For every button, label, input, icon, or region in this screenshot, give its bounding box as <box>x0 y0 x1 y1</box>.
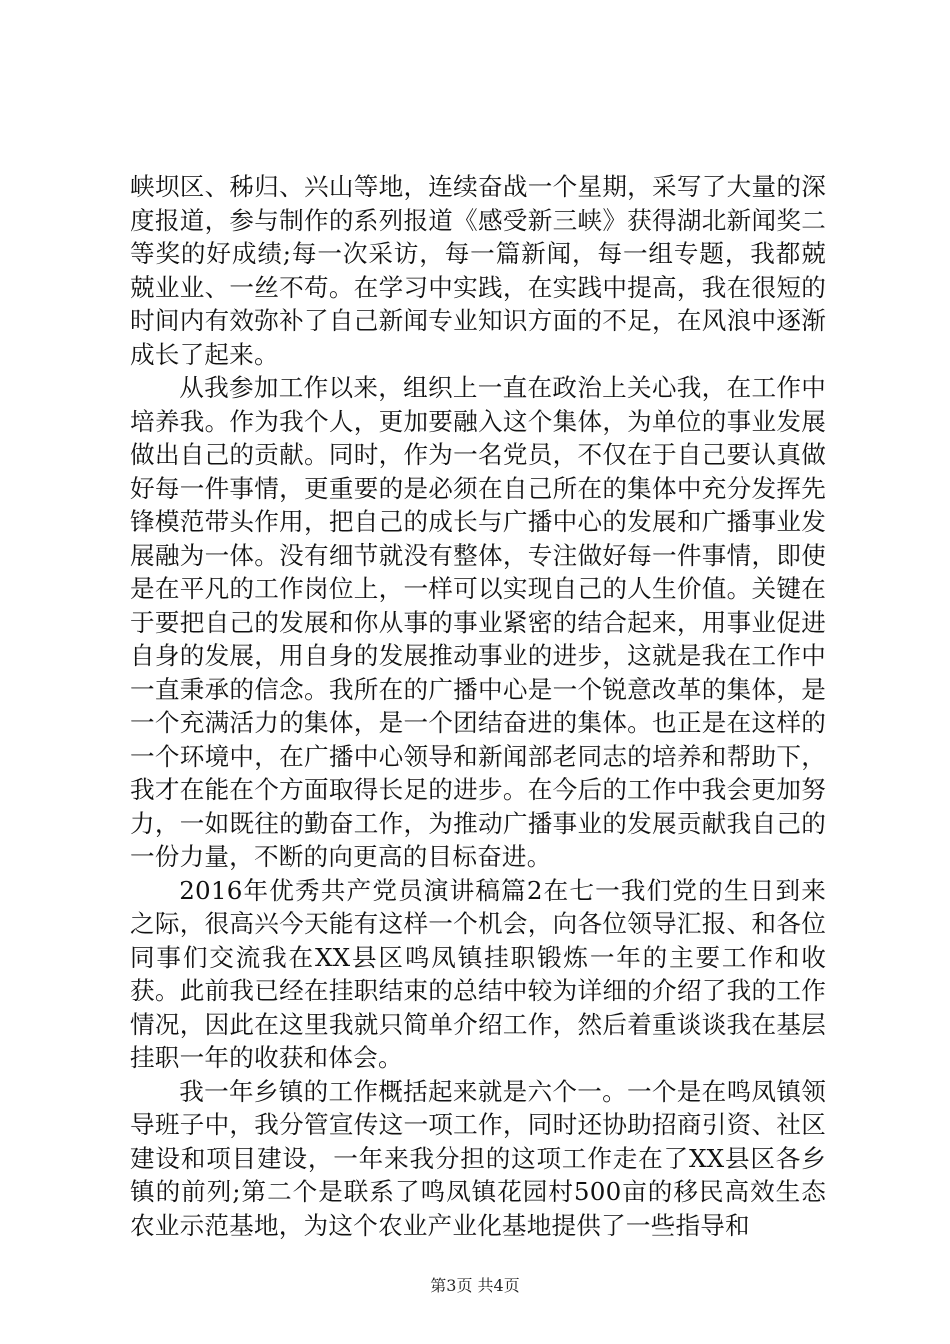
paragraph-3: 2016年优秀共产党员演讲稿篇2在七一我们党的生日到来之际，很高兴今天能有这样一个机会，向各位领导汇报、和各位同事们交流我在XX县区鸣凤镇挂职锻炼一年的主要工作和收获。此前我已经在挂职结束的总结中较为详细的介绍了我的工作情况，因此在这里我就只简单介绍工作，然后着重谈谈我在基层挂职一年的收获和体会。 <box>130 875 826 1072</box>
document-body <box>130 170 826 1242</box>
paragraph-2: 从我参加工作以来，组织上一直在政治上关心我，在工作中培养我。作为我个人，更加要融入这个集体，为单位的事业发展做出自己的贡献。同时，作为一名党员，不仅在于自己要认真做好每一件事情，更重要的是必须在自己所在的集体中充分发挥先锋模范带头作用，把自己的成长与广播中心的发展和广播事业发展融为一体。没有细节就没有整体，专注做好每一件事情，即使是在平凡的工作岗位上，一样可以实现自己的人生价值。关键在于要把自己的发展和你从事的事业紧密的结合起来，用事业促进自身的发展，用自身的发展推动事业的进步，这就是我在工作中一直秉承的信念。我所在的广播中心是一个锐意改革的集体，是一个充满活力的集体，是一个团结奋进的集体。也正是在这样的一个环境中，在广播中心领导和新闻部老同志的培养和帮助下，我才在能在个方面取得长足的进步。在今后的工作中我会更加努力，一如既往的勤奋工作，为推动广播事业的发展贡献我自己的一份力量，不断的向更高的目标奋进。 <box>130 373 826 871</box>
paragraph-4: 我一年乡镇的工作概括起来就是六个一。一个是在鸣凤镇领导班子中，我分管宣传这一项工作，同时还协助招商引资、社区建设和项目建设，一年来我分担的这项工作走在了XX县区各乡镇的前列;第二个是联系了鸣凤镇花园村500亩的移民高效生态农业示范基地，为这个农业产业化基地提供了一些指导和 <box>130 1076 826 1240</box>
paragraph-1: 峡坝区、秭归、兴山等地，连续奋战一个星期，采写了大量的深度报道，参与制作的系列报道《感受新三峡》获得湖北新闻奖二等奖的好成绩;每一次采访，每一篇新闻，每一组专题，我都兢兢业业、一丝不苟。在学习中实践，在实践中提高，我在很短的时间内有效弥补了自己新闻专业知识方面的不足，在风浪中逐渐成长了起来。 <box>130 172 826 369</box>
page-footer: 第3页 共4页 <box>430 1276 520 1295</box>
